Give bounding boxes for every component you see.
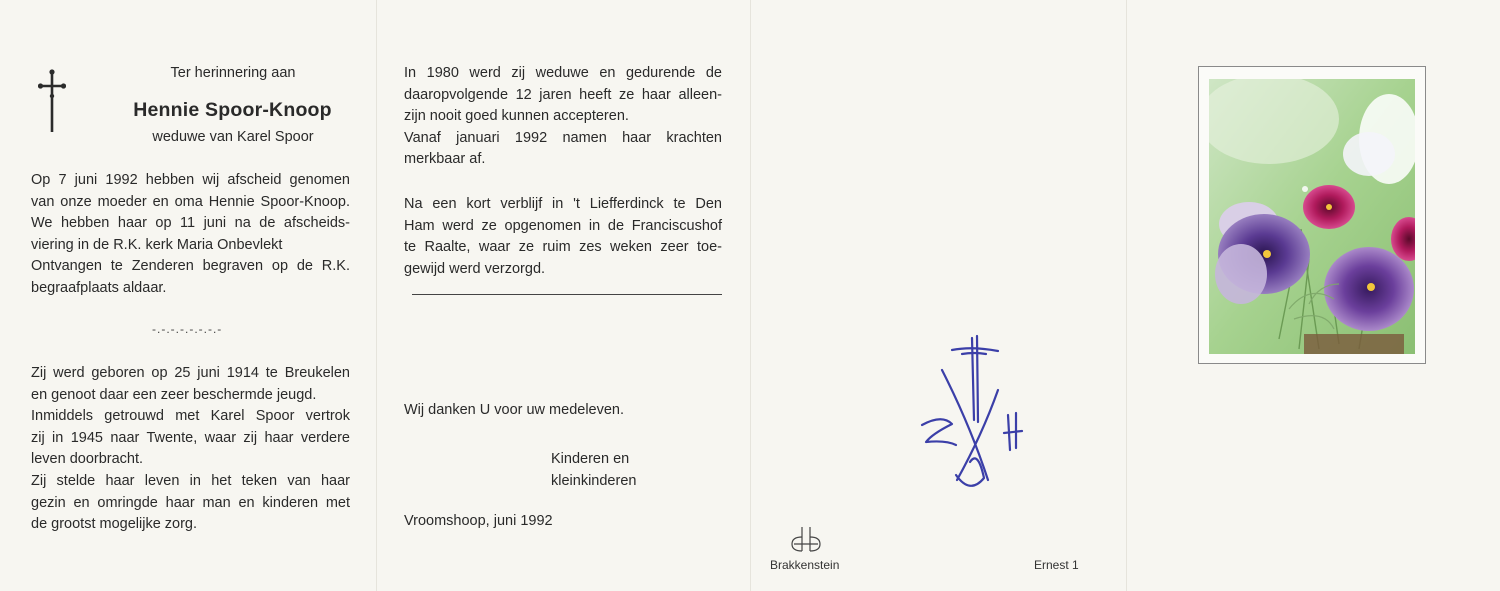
- pansies-illustration: [1209, 79, 1415, 354]
- signoff: [551, 449, 636, 492]
- divider-rule: [412, 294, 722, 295]
- place-date: Vroomshoop, juni 1992: [404, 513, 553, 529]
- handwritten-signature: [912, 330, 1032, 495]
- text-line: Vanaf januari 1992 namen haar krachten: [404, 129, 722, 146]
- deceased-name: Hennie Spoor-Knoop: [133, 99, 332, 121]
- text-line: zijn nooit goed kunnen accepteren.: [404, 108, 629, 125]
- text-line: begraafplaats aldaar.: [31, 279, 167, 296]
- text-line: Na een kort verblijf in 't Liefferdinck te Den: [404, 196, 722, 212]
- care-paragraph: [404, 194, 722, 280]
- text-line: Zij werd geboren op 25 juni 1914 te Breukelen: [31, 365, 350, 381]
- card-reference: Ernest 1: [1034, 558, 1079, 572]
- text-line: Zij stelde haar leven in het teken van haar: [31, 472, 350, 489]
- text-line: viering in de R.K. kerk Maria Onbevlekt: [31, 236, 283, 253]
- text-line: van onze moeder en oma Hennie Spoor-Knoop.: [31, 193, 350, 210]
- brakkenstein-logo-icon: [790, 525, 822, 553]
- text-line: Inmiddels getrouwd met Karel Spoor vertrok: [31, 408, 350, 425]
- intro-line: Ter herinnering aan: [170, 65, 296, 81]
- text-line: de grootst mogelijke zorg.: [31, 516, 198, 533]
- text-line: zij in 1945 naar Twente, waar zij haar verdere: [31, 429, 350, 446]
- farewell-paragraph: [31, 170, 350, 300]
- publisher-name: Brakkenstein: [770, 558, 840, 572]
- photo-frame: [1198, 66, 1426, 364]
- life-paragraph: [31, 363, 350, 536]
- text-line: kleinkinderen: [551, 472, 637, 489]
- separator-dots: -.-.-.-.-.-.-.-: [152, 322, 223, 336]
- text-line: merkbaar af.: [404, 151, 486, 168]
- thanks-line: Wij danken U voor uw medeleven.: [404, 402, 625, 418]
- text-line: te Raalte, waar ze ruim zes weken zeer toe-: [404, 239, 722, 256]
- text-line: daaropvolgende 12 jaren heeft ze haar alleen-: [404, 86, 722, 103]
- text-line: gezin en omringde haar man en kinderen met: [31, 494, 350, 511]
- text-line: Ham werd ze opgenomen in de Franciscushof: [404, 217, 722, 234]
- text-line: Ontvangen te Zenderen begraven op de R.K.: [31, 258, 350, 275]
- text-line: We hebben haar op 11 juni na de afscheids-: [31, 215, 350, 232]
- text-line: In 1980 werd zij weduwe en gedurende de: [404, 65, 722, 81]
- text-line: Op 7 juni 1992 hebben wij afscheid genomen: [31, 172, 350, 188]
- flower-photo: [1209, 79, 1415, 354]
- text-line: gewijd werd verzorgd.: [404, 260, 546, 277]
- text-line: Kinderen en: [551, 451, 630, 467]
- text-line: leven doorbracht.: [31, 451, 144, 468]
- widowhood-paragraph: [404, 63, 722, 171]
- cross-icon: [38, 68, 66, 134]
- text-line: en genoot daar een zeer beschermde jeugd.: [31, 386, 317, 403]
- card-left-panel: [0, 0, 375, 591]
- widow-of-line: weduwe van Karel Spoor: [152, 129, 314, 145]
